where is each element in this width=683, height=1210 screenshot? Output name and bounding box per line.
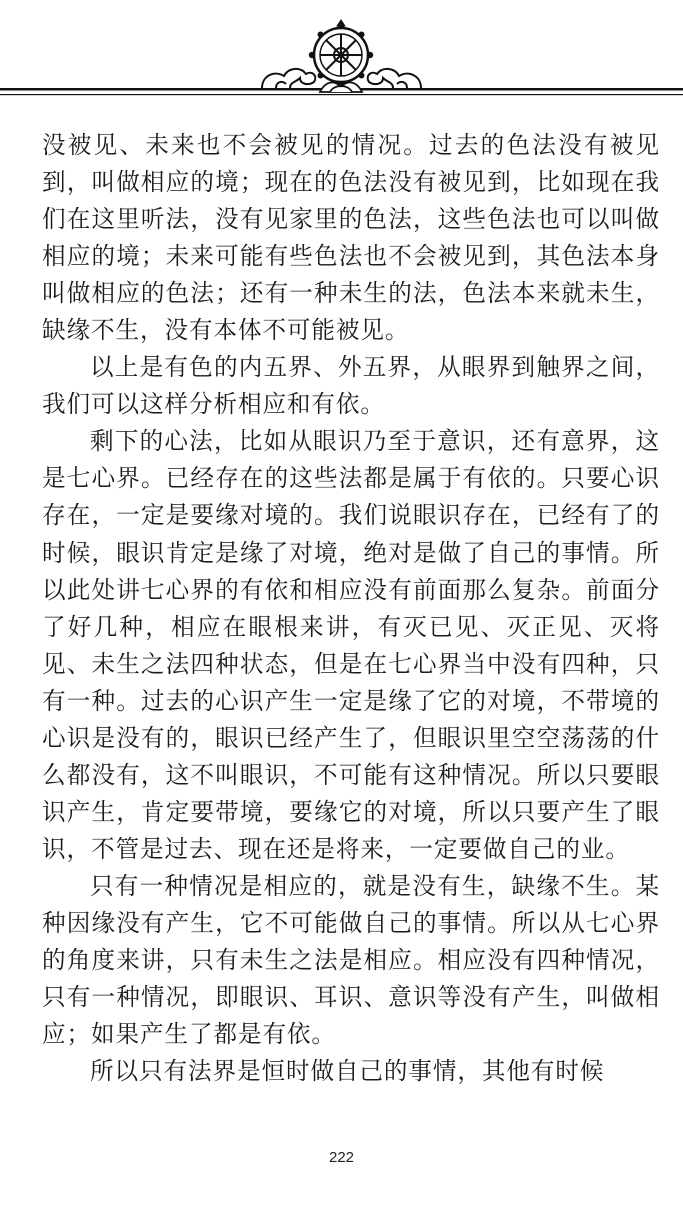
paragraph: 只有一种情况是相应的，就是没有生，缺缘不生。某种因缘没有产生，它不可能做自己的事情。所以从七心界的角度来讲，只有未生之法是相应。相应没有四种情况，只有一种情况，即眼识、耳识、意识等没有产生，叫做相应；如果产生了都是有依。 xyxy=(42,871,660,1049)
paragraph: 没被见、未来也不会被见的情况。过去的色法没有被见到，叫做相应的境；现在的色法没有被见到，比如现在我们在这里听法，没有见家里的色法，这些色法也可以叫做相应的境；未来可能有些色法也不会被见到，其色法本身叫做相应的色法；还有一种未生的法，色法本来就未生，缺缘不生，没有本体不可能被见。 xyxy=(42,131,660,345)
paragraph: 以上是有色的内五界、外五界，从眼界到触界之间，我们可以这样分析相应和有依。 xyxy=(42,353,660,419)
cloud-left-icon xyxy=(262,69,315,88)
paragraph: 所以只有法界是恒时做自己的事情，其他有时候 xyxy=(90,1057,605,1086)
dharma-wheel-icon xyxy=(309,20,373,87)
header-ornament xyxy=(0,0,683,110)
page-number: 222 xyxy=(328,1149,355,1166)
cloud-right-icon xyxy=(368,69,421,88)
body-text xyxy=(42,127,660,1090)
paragraph: 剩下的心法，比如从眼识乃至于意识，还有意界，这是七心界。已经存在的这些法都是属于有依的。只要心识存在，一定是要缘对境的。我们说眼识存在，已经有了的时候，眼识肯定是缘了对境，绝对是做了自己的事情。所以此处讲七心界的有依和相应没有前面那么复杂。前面分了好几种，相应在眼根来讲，有灭已见、灭正见、灭将见、未生之法四种状态，但是在七心界当中没有四种，只有一种。过去的心识产生一定是缘了它的对境，不带境的心识是没有的，眼识已经产生了，但眼识里空空荡荡的什么都没有，这不叫眼识，不可能有这种情况。所以只要眼识产生，肯定要带境，要缘它的对境，所以只要产生了眼识，不管是过去、现在还是将来，一定要做自己的业。 xyxy=(42,427,660,863)
page-header xyxy=(0,0,683,110)
